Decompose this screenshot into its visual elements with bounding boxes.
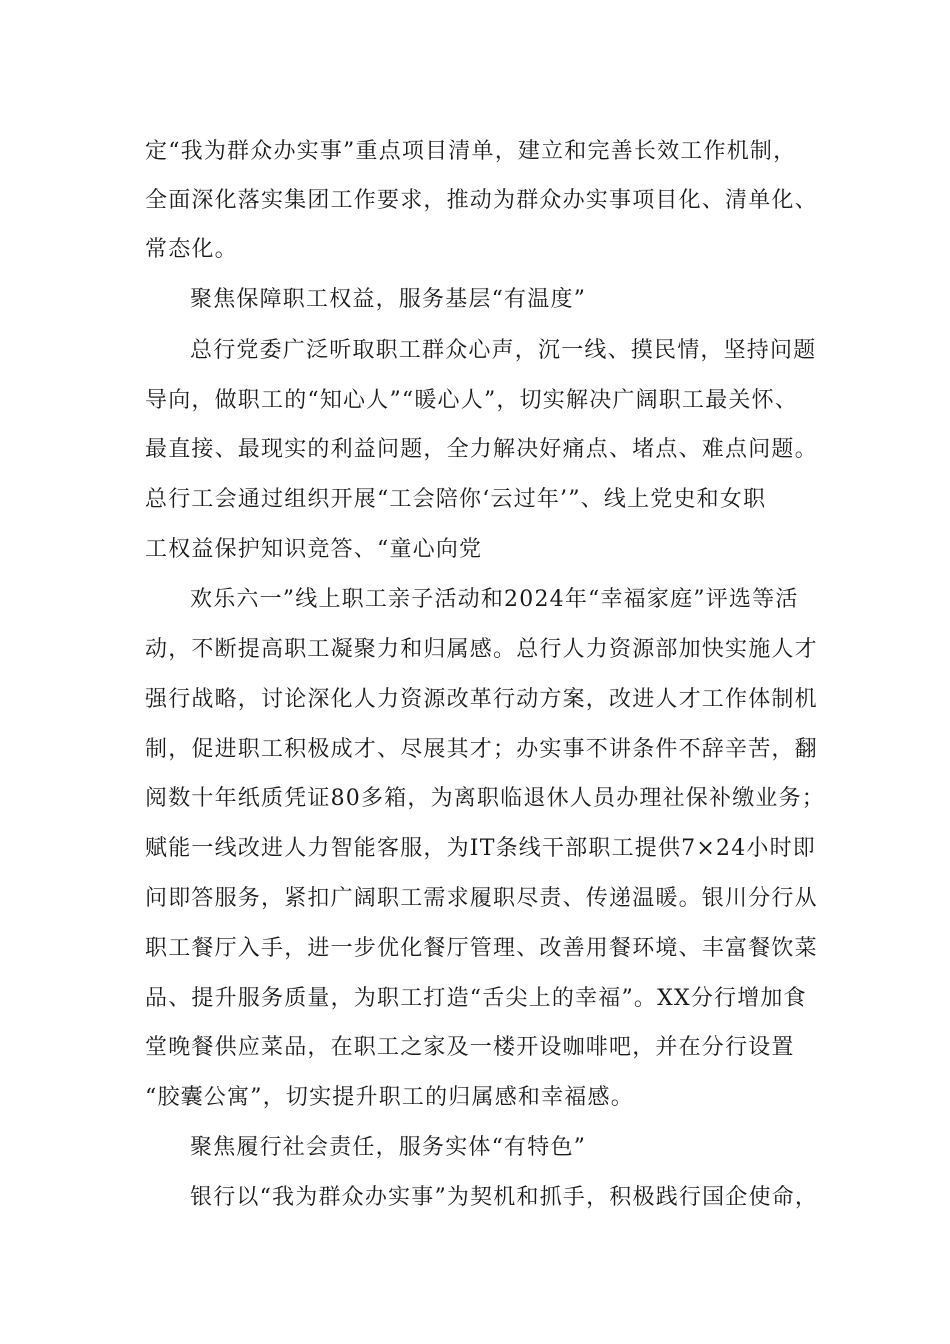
text-line: 问即答服务，紧扣广阔职工需求履职尽责、传递温暖。银川分行从 [145, 886, 818, 911]
text-line: 欢乐六一”线上职工亲子活动和2024年“幸福家庭”评选等活 [190, 587, 799, 612]
text-line: 导向，做职工的“知心人”“暖心人”，切实解决广阔职工最关怀、 [145, 388, 798, 413]
section-heading: 聚焦保障职工权益，服务基层“有温度” [190, 287, 587, 312]
text-line: 职工餐厅入手，进一步优化餐厅管理、改善用餐环境、丰富餐饮菜 [145, 936, 818, 961]
text-line: 制，促进职工积极成才、尽展其才；办实事不讲条件不辞辛苦，翻 [145, 737, 818, 762]
text-line: 动，不断提高职工凝聚力和归属感。总行人力资源部加快实施人才 [145, 637, 818, 662]
text-line: 赋能一线改进人力智能客服，为IT条线干部职工提供7×24小时即 [145, 836, 816, 861]
text-line: 总行党委广泛听取职工群众心声，沉一线、摸民情，坚持问题 [190, 338, 817, 363]
text-line: 总行工会通过组织开展“工会陪你‘云过年’”、线上党史和女职 [145, 487, 767, 512]
text-line: 银行以“我为群众办实事”为契机和抓手，积极践行国企使命， [190, 1185, 819, 1210]
text-line: 阅数十年纸质凭证80多箱，为离职临退休人员办理社保补缴业务； [145, 786, 825, 811]
text-line: 品、提升服务质量，为职工打造“舌尖上的幸福”。XX分行增加食 [145, 986, 807, 1011]
section-heading: 聚焦履行社会责任，服务实体“有特色” [190, 1135, 587, 1160]
text-line: 堂晚餐供应菜品，在职工之家及一楼开设咖啡吧，并在分行设置 [145, 1035, 795, 1060]
text-line: 工权益保护知识竞答、“童心向党 [145, 537, 483, 562]
text-line: 全面深化落实集团工作要求，推动为群众办实事项目化、清单化、 [145, 188, 818, 213]
text-line: 最直接、最现实的利益问题，全力解决好痛点、堵点、难点问题。 [145, 437, 818, 462]
text-line: “胶囊公寓”，切实提升职工的归属感和幸福感。 [145, 1085, 634, 1110]
text-line: 常态化。 [145, 237, 238, 262]
text-line: 强行战略，讨论深化人力资源改革行动方案，改进人才工作体制机 [145, 687, 818, 712]
text-line: 定“我为群众办实事”重点项目清单，建立和完善长效工作机制， [145, 139, 797, 164]
